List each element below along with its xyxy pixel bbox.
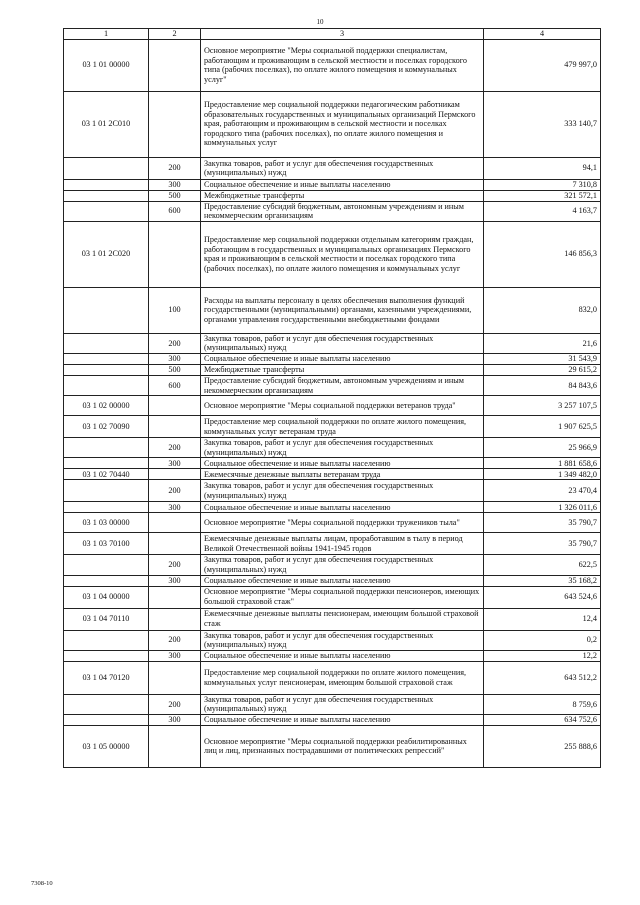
row-code-cell: 03 1 03 70100 bbox=[64, 533, 149, 555]
row-description-cell: Социальное обеспечение и иные выплаты населению bbox=[201, 650, 484, 661]
row-amount-cell: 321 572,1 bbox=[484, 190, 601, 201]
row-code-cell bbox=[64, 201, 149, 221]
row-category-cell bbox=[149, 416, 201, 438]
row-category-cell: 200 bbox=[149, 555, 201, 575]
table-row bbox=[64, 586, 601, 608]
row-category-cell: 500 bbox=[149, 364, 201, 375]
table-row bbox=[64, 353, 601, 364]
row-amount-cell: 1 349 482,0 bbox=[484, 469, 601, 480]
row-amount-cell: 643 524,6 bbox=[484, 586, 601, 608]
row-description-cell: Социальное обеспечение и иные выплаты населению bbox=[201, 714, 484, 725]
row-amount-cell: 35 790,7 bbox=[484, 513, 601, 533]
row-amount-cell: 84 843,6 bbox=[484, 375, 601, 395]
row-category-cell bbox=[149, 91, 201, 157]
row-amount-cell: 35 790,7 bbox=[484, 533, 601, 555]
row-description-cell: Закупка товаров, работ и услуг для обеспечения государственных (муниципальных) нужд bbox=[201, 438, 484, 458]
row-description-cell: Закупка товаров, работ и услуг для обеспечения государственных (муниципальных) нужд bbox=[201, 694, 484, 714]
row-description-cell: Закупка товаров, работ и услуг для обеспечения государственных (муниципальных) нужд bbox=[201, 157, 484, 179]
row-description-cell: Предоставление мер социальной поддержки по оплате жилого помещения, коммунальных услуг ветеранам труда bbox=[201, 416, 484, 438]
row-amount-cell: 35 168,2 bbox=[484, 575, 601, 586]
table-row bbox=[64, 458, 601, 469]
table-row bbox=[64, 513, 601, 533]
row-description-cell: Закупка товаров, работ и услуг для обеспечения государственных (муниципальных) нужд bbox=[201, 630, 484, 650]
table-header-row bbox=[64, 29, 601, 40]
row-description-cell: Социальное обеспечение и иные выплаты населению bbox=[201, 353, 484, 364]
row-amount-cell: 4 163,7 bbox=[484, 201, 601, 221]
row-amount-cell: 1 907 625,5 bbox=[484, 416, 601, 438]
row-category-cell: 300 bbox=[149, 353, 201, 364]
table-row bbox=[64, 502, 601, 513]
row-amount-cell: 21,6 bbox=[484, 333, 601, 353]
row-description-cell: Социальное обеспечение и иные выплаты населению bbox=[201, 502, 484, 513]
table-row bbox=[64, 725, 601, 767]
header-col-1: 1 bbox=[64, 29, 149, 40]
row-amount-cell: 146 856,3 bbox=[484, 221, 601, 287]
row-category-cell bbox=[149, 513, 201, 533]
row-description-cell: Закупка товаров, работ и услуг для обеспечения государственных (муниципальных) нужд bbox=[201, 555, 484, 575]
row-description-cell: Основное мероприятие "Меры социальной поддержки специалистам, работающим и проживающим в сельской местности и поселках городского типа (рабочих поселках), по оплате жилого помещения и коммунальных услуг" bbox=[201, 39, 484, 91]
table-row bbox=[64, 480, 601, 502]
row-category-cell bbox=[149, 533, 201, 555]
row-description-cell: Предоставление мер социальной поддержки по оплате жилого помещения, коммунальных услуг пенсионерам, имеющим большой страховой стаж bbox=[201, 661, 484, 694]
row-description-cell: Закупка товаров, работ и услуг для обеспечения государственных (муниципальных) нужд bbox=[201, 333, 484, 353]
row-code-cell bbox=[64, 287, 149, 333]
row-description-cell: Межбюджетные трансферты bbox=[201, 364, 484, 375]
row-category-cell: 200 bbox=[149, 630, 201, 650]
row-code-cell: 03 1 04 00000 bbox=[64, 586, 149, 608]
row-category-cell bbox=[149, 586, 201, 608]
row-description-cell: Основное мероприятие "Меры социальной поддержки тружеников тыла" bbox=[201, 513, 484, 533]
row-code-cell bbox=[64, 353, 149, 364]
row-code-cell bbox=[64, 650, 149, 661]
row-amount-cell: 7 310,8 bbox=[484, 179, 601, 190]
row-category-cell: 300 bbox=[149, 179, 201, 190]
table-row bbox=[64, 416, 601, 438]
row-amount-cell: 12,4 bbox=[484, 608, 601, 630]
row-description-cell: Предоставление субсидий бюджетным, автономным учреждениям и иным некоммерческим организациям bbox=[201, 375, 484, 395]
table-row bbox=[64, 714, 601, 725]
row-code-cell bbox=[64, 375, 149, 395]
row-category-cell: 200 bbox=[149, 480, 201, 502]
table-row bbox=[64, 201, 601, 221]
row-code-cell bbox=[64, 438, 149, 458]
table-row bbox=[64, 469, 601, 480]
row-code-cell bbox=[64, 630, 149, 650]
row-amount-cell: 12,2 bbox=[484, 650, 601, 661]
budget-table bbox=[63, 28, 601, 768]
row-description-cell: Социальное обеспечение и иные выплаты населению bbox=[201, 575, 484, 586]
row-code-cell: 03 1 01 00000 bbox=[64, 39, 149, 91]
row-amount-cell: 832,0 bbox=[484, 287, 601, 333]
row-code-cell: 03 1 02 00000 bbox=[64, 396, 149, 416]
table-row bbox=[64, 575, 601, 586]
row-code-cell bbox=[64, 157, 149, 179]
row-category-cell: 500 bbox=[149, 190, 201, 201]
row-amount-cell: 255 888,6 bbox=[484, 725, 601, 767]
table-row bbox=[64, 650, 601, 661]
table-row bbox=[64, 221, 601, 287]
header-col-4: 4 bbox=[484, 29, 601, 40]
row-category-cell: 200 bbox=[149, 694, 201, 714]
row-amount-cell: 1 881 658,6 bbox=[484, 458, 601, 469]
table-row bbox=[64, 533, 601, 555]
row-description-cell: Предоставление мер социальной поддержки отдельным категориям граждан, работающим в государственных и муниципальных организациях Пермского края и проживающим в сельской местности и поселках городского типа (рабочих поселках), по оплате жилого помещения и коммунальных услуг bbox=[201, 221, 484, 287]
row-description-cell: Основное мероприятие "Меры социальной поддержки ветеранов труда" bbox=[201, 396, 484, 416]
row-amount-cell: 3 257 107,5 bbox=[484, 396, 601, 416]
row-code-cell: 03 1 02 70090 bbox=[64, 416, 149, 438]
row-amount-cell: 479 997,0 bbox=[484, 39, 601, 91]
row-description-cell: Ежемесячные денежные выплаты пенсионерам, имеющим большой страховой стаж bbox=[201, 608, 484, 630]
row-category-cell bbox=[149, 39, 201, 91]
footer-code: 7308-10 bbox=[31, 880, 53, 887]
row-category-cell bbox=[149, 221, 201, 287]
table-row bbox=[64, 190, 601, 201]
row-code-cell bbox=[64, 458, 149, 469]
row-description-cell: Социальное обеспечение и иные выплаты населению bbox=[201, 458, 484, 469]
row-amount-cell: 8 759,6 bbox=[484, 694, 601, 714]
row-code-cell bbox=[64, 480, 149, 502]
row-category-cell: 600 bbox=[149, 375, 201, 395]
table-row bbox=[64, 375, 601, 395]
row-code-cell bbox=[64, 190, 149, 201]
row-amount-cell: 643 512,2 bbox=[484, 661, 601, 694]
row-description-cell: Предоставление субсидий бюджетным, автономным учреждениям и иным некоммерческим организациям bbox=[201, 201, 484, 221]
header-col-3: 3 bbox=[201, 29, 484, 40]
row-code-cell bbox=[64, 694, 149, 714]
row-category-cell bbox=[149, 469, 201, 480]
row-code-cell: 03 1 02 70440 bbox=[64, 469, 149, 480]
page-number: 10 bbox=[316, 18, 324, 26]
table-row bbox=[64, 396, 601, 416]
row-amount-cell: 1 326 011,6 bbox=[484, 502, 601, 513]
table-row bbox=[64, 39, 601, 91]
table-row bbox=[64, 91, 601, 157]
row-category-cell: 200 bbox=[149, 438, 201, 458]
row-category-cell bbox=[149, 661, 201, 694]
row-amount-cell: 23 470,4 bbox=[484, 480, 601, 502]
row-amount-cell: 634 752,6 bbox=[484, 714, 601, 725]
row-category-cell: 600 bbox=[149, 201, 201, 221]
row-description-cell: Предоставление мер социальной поддержки педагогическим работникам образовательных государственных и муниципальных организаций Пермского края, работающим и проживающим в сельской местности и поселках городского типа (рабочих поселках), по оплате жилого помещения и коммунальных услуг bbox=[201, 91, 484, 157]
row-category-cell: 300 bbox=[149, 575, 201, 586]
row-description-cell: Основное мероприятие "Меры социальной поддержки реабилитированных лиц и лиц, признанных пострадавшими от политических репрессий" bbox=[201, 725, 484, 767]
row-description-cell: Межбюджетные трансферты bbox=[201, 190, 484, 201]
row-description-cell: Ежемесячные денежные выплаты лицам, проработавшим в тылу в период Великой Отечественной войны 1941-1945 годов bbox=[201, 533, 484, 555]
table-row bbox=[64, 438, 601, 458]
row-code-cell bbox=[64, 575, 149, 586]
table-row bbox=[64, 630, 601, 650]
table-row bbox=[64, 364, 601, 375]
row-category-cell: 300 bbox=[149, 458, 201, 469]
row-category-cell: 100 bbox=[149, 287, 201, 333]
row-category-cell bbox=[149, 725, 201, 767]
table-row bbox=[64, 661, 601, 694]
row-description-cell: Расходы на выплаты персоналу в целях обеспечения выполнения функций государственными (муниципальными) органами, казенными учреждениями, органами управления государственными внебюджетными фондами bbox=[201, 287, 484, 333]
row-code-cell bbox=[64, 555, 149, 575]
table-row bbox=[64, 179, 601, 190]
row-category-cell bbox=[149, 608, 201, 630]
row-code-cell bbox=[64, 364, 149, 375]
table-row bbox=[64, 287, 601, 333]
row-code-cell: 03 1 01 2С020 bbox=[64, 221, 149, 287]
row-amount-cell: 333 140,7 bbox=[484, 91, 601, 157]
row-category-cell: 200 bbox=[149, 157, 201, 179]
row-description-cell: Ежемесячные денежные выплаты ветеранам труда bbox=[201, 469, 484, 480]
row-code-cell: 03 1 01 2С010 bbox=[64, 91, 149, 157]
row-code-cell bbox=[64, 502, 149, 513]
row-amount-cell: 94,1 bbox=[484, 157, 601, 179]
row-code-cell: 03 1 03 00000 bbox=[64, 513, 149, 533]
row-code-cell: 03 1 04 70110 bbox=[64, 608, 149, 630]
table-row bbox=[64, 333, 601, 353]
table-row bbox=[64, 555, 601, 575]
row-description-cell: Социальное обеспечение и иные выплаты населению bbox=[201, 179, 484, 190]
row-code-cell bbox=[64, 179, 149, 190]
row-category-cell bbox=[149, 396, 201, 416]
row-category-cell: 300 bbox=[149, 714, 201, 725]
row-description-cell: Основное мероприятие "Меры социальной поддержки пенсионеров, имеющих большой страховой стаж" bbox=[201, 586, 484, 608]
row-amount-cell: 0,2 bbox=[484, 630, 601, 650]
table-row bbox=[64, 694, 601, 714]
row-category-cell: 200 bbox=[149, 333, 201, 353]
row-category-cell: 300 bbox=[149, 650, 201, 661]
header-col-2: 2 bbox=[149, 29, 201, 40]
row-amount-cell: 31 543,9 bbox=[484, 353, 601, 364]
row-description-cell: Закупка товаров, работ и услуг для обеспечения государственных (муниципальных) нужд bbox=[201, 480, 484, 502]
row-category-cell: 300 bbox=[149, 502, 201, 513]
row-amount-cell: 29 615,2 bbox=[484, 364, 601, 375]
table-row bbox=[64, 608, 601, 630]
row-code-cell: 03 1 05 00000 bbox=[64, 725, 149, 767]
row-code-cell bbox=[64, 333, 149, 353]
table-row bbox=[64, 157, 601, 179]
row-amount-cell: 25 966,9 bbox=[484, 438, 601, 458]
row-code-cell bbox=[64, 714, 149, 725]
row-amount-cell: 622,5 bbox=[484, 555, 601, 575]
row-code-cell: 03 1 04 70120 bbox=[64, 661, 149, 694]
